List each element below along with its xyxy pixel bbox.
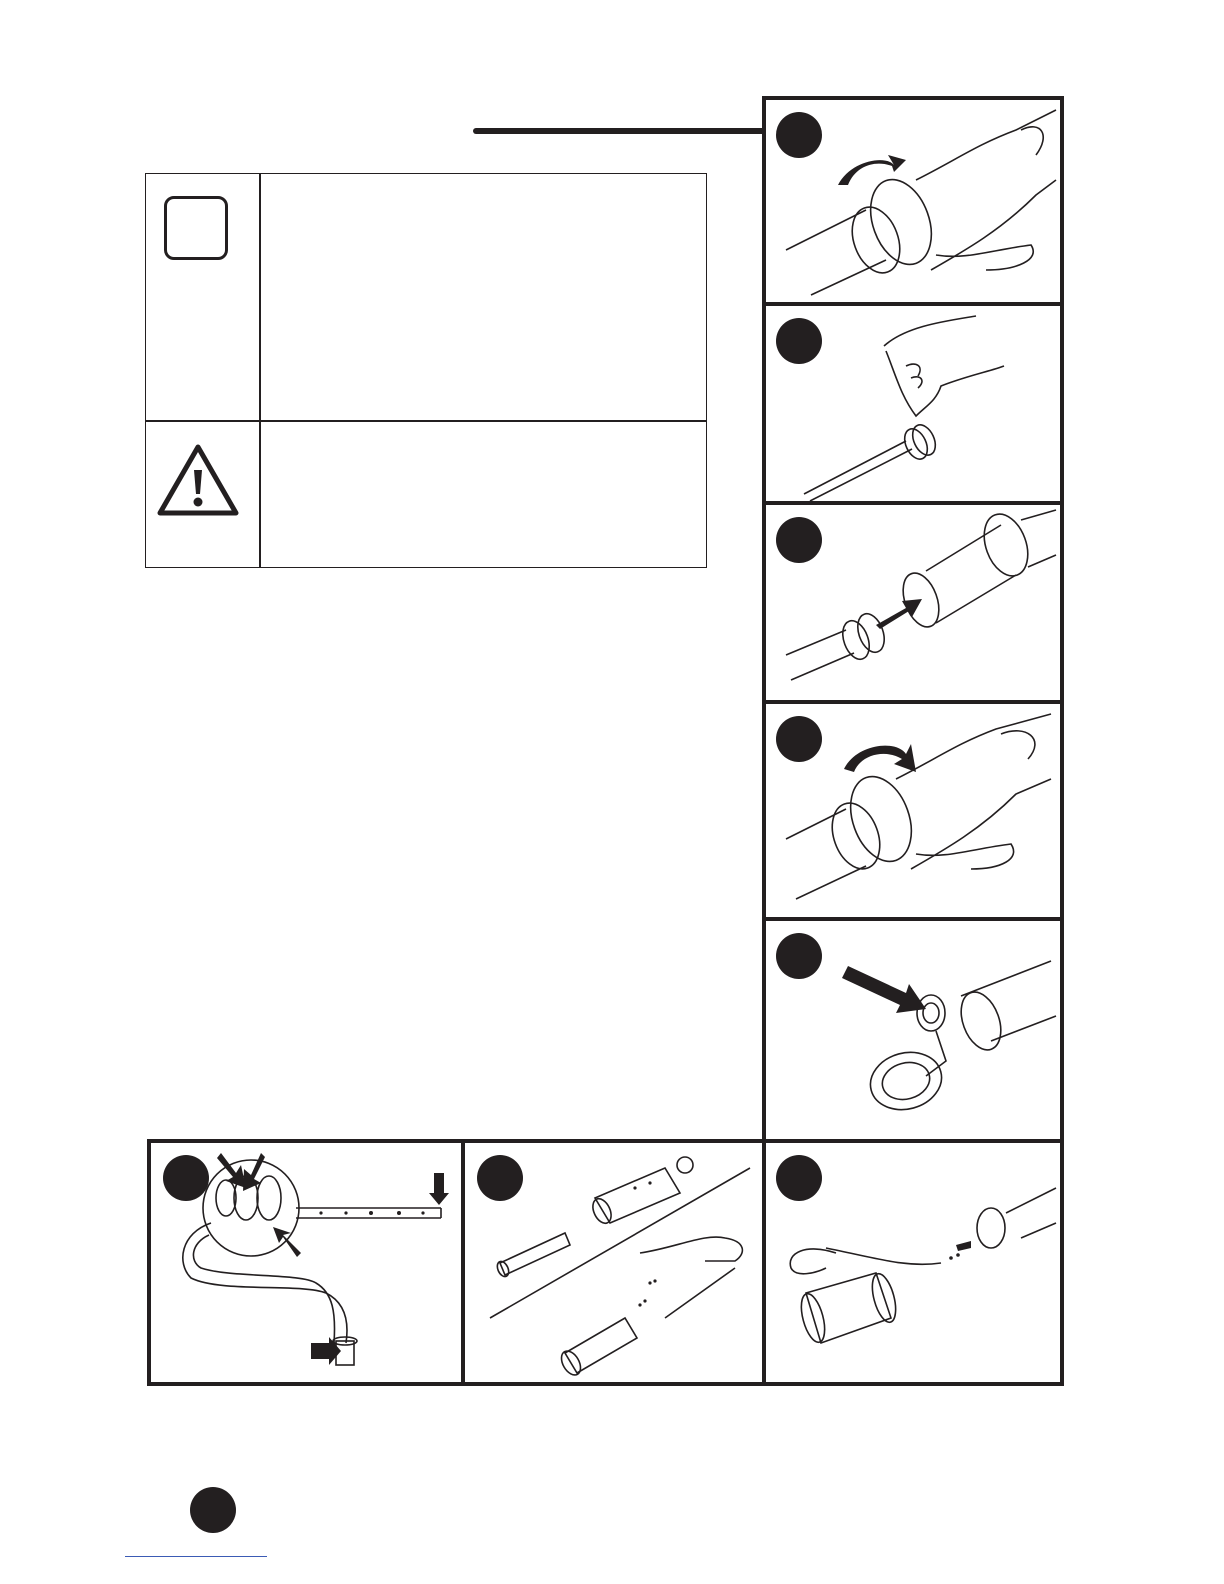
step-7-illustration bbox=[465, 1143, 762, 1382]
step-1-illustration bbox=[766, 100, 1060, 302]
step-4-illustration bbox=[766, 704, 1060, 917]
step-8-illustration bbox=[766, 1143, 1060, 1382]
footer-link[interactable] bbox=[125, 1556, 267, 1557]
note-text bbox=[274, 194, 694, 404]
step-7-panel bbox=[465, 1143, 762, 1382]
info-box bbox=[145, 173, 707, 568]
section-title bbox=[150, 108, 460, 148]
step-1-panel bbox=[766, 100, 1060, 302]
step-6-illustration bbox=[151, 1143, 461, 1382]
step-2-panel bbox=[766, 306, 1060, 501]
note-icon bbox=[164, 196, 228, 260]
step-6-panel bbox=[151, 1143, 461, 1382]
step-3-panel bbox=[766, 505, 1060, 700]
step-2-illustration bbox=[766, 306, 1060, 501]
page-number-badge bbox=[190, 1487, 236, 1533]
section-title-rule bbox=[473, 128, 765, 134]
warning-triangle-icon bbox=[156, 442, 240, 518]
step-5-illustration bbox=[766, 921, 1060, 1139]
info-divider-horizontal bbox=[146, 420, 706, 422]
step-4-panel bbox=[766, 704, 1060, 917]
step-3-illustration bbox=[766, 505, 1060, 700]
warning-text bbox=[274, 436, 694, 556]
info-divider-vertical bbox=[259, 174, 261, 567]
step-8-panel bbox=[766, 1143, 1060, 1382]
step-5-panel bbox=[766, 921, 1060, 1139]
